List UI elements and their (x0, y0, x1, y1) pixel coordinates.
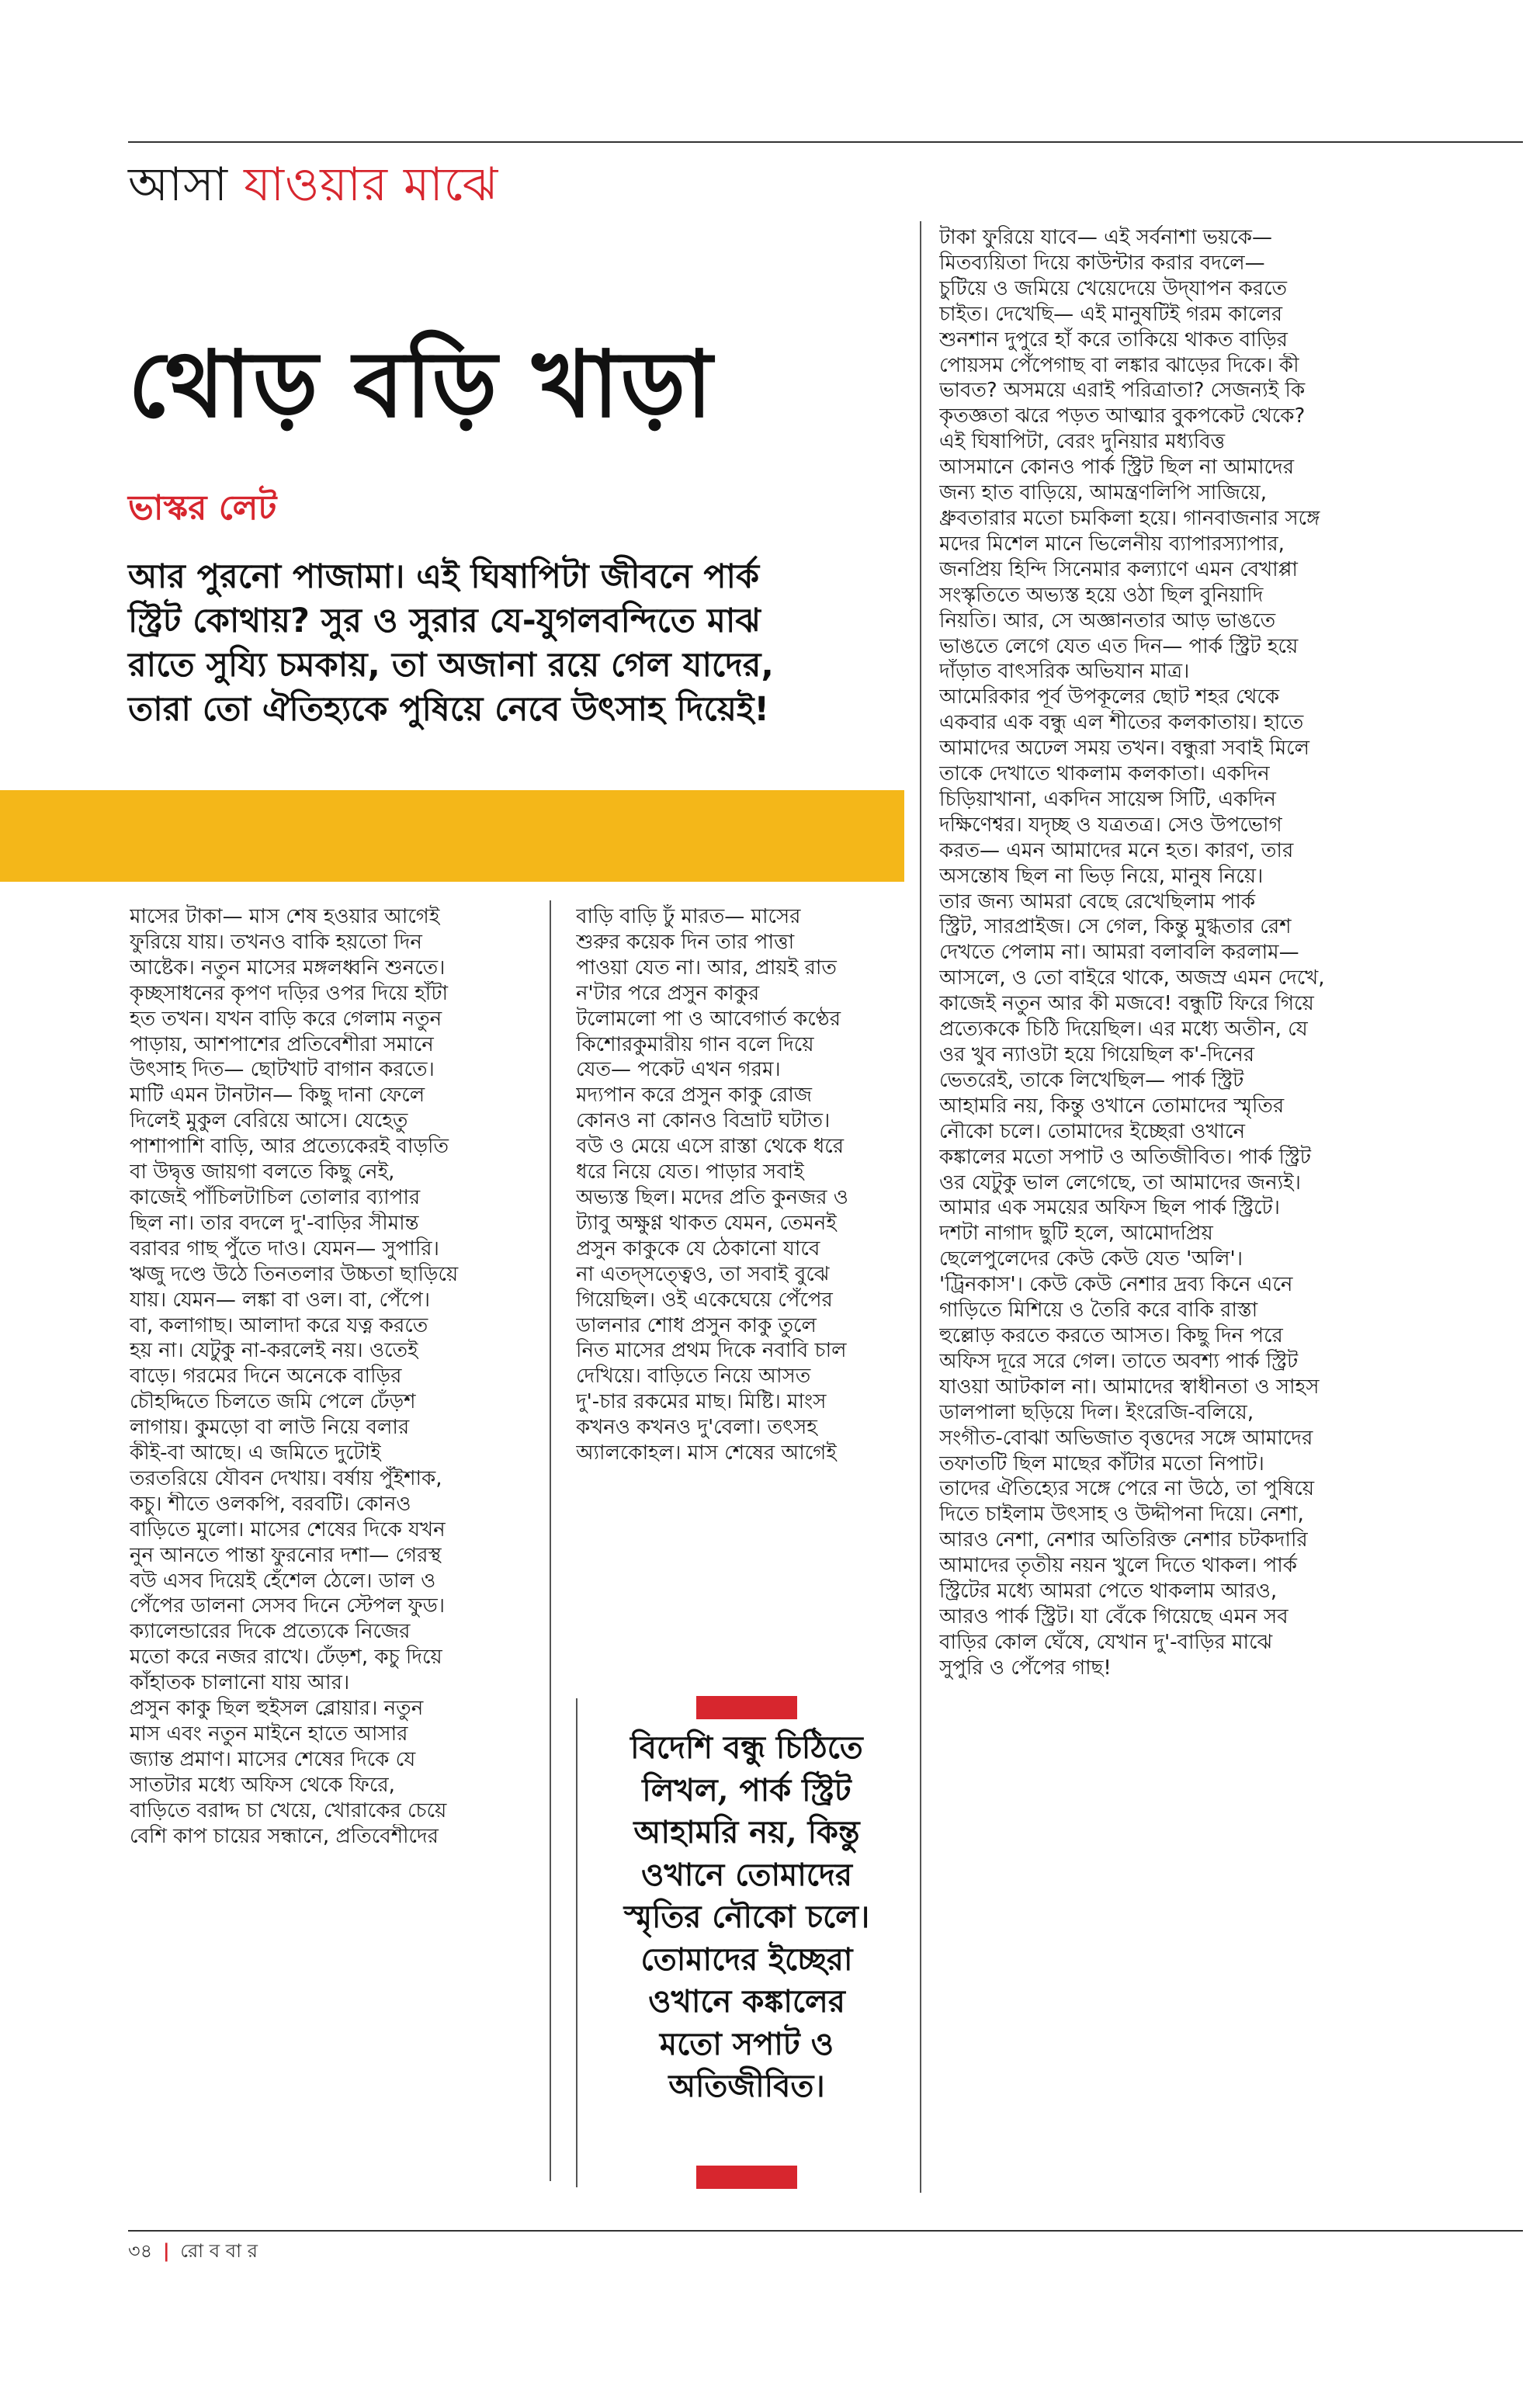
body-text-line: যায়। যেমন— লঙ্কা বা ওল। বা, পেঁপে। (130, 1288, 431, 1312)
column-divider (550, 900, 551, 2181)
top-rule (128, 141, 1523, 143)
body-text-line: বাড়িতে মুলো। মাসের শেষের দিকে যখন (130, 1517, 446, 1542)
body-text-line: আমার এক সময়ের অফিস ছিল পার্ক স্ট্রিটে। (939, 1196, 1280, 1220)
body-text-line: পোয়সম পেঁপেগাছ বা লঙ্কার ঝাড়ের দিকে। কী (939, 353, 1299, 377)
body-text-line: বাড়ির কোল ঘেঁষে, যেখান দু'-বাড়ির মাঝে (939, 1630, 1273, 1654)
body-text-line: বেশি কাপ চায়ের সন্ধানে, প্রতিবেশীদের (130, 1824, 439, 1848)
body-text-line: হয় না। যেটুকু না-করলেই নয়। ওতেই (130, 1339, 418, 1363)
standfirst-line: তারা তো ঐতিহ্যকে পুষিয়ে নেবে উৎসাহ দিয়েই! (128, 690, 769, 729)
body-text-line: কঙ্কালের মতো সপাট ও অতিজীবিত। পার্ক স্ট্রিট (939, 1145, 1311, 1169)
body-text-line: মদের মিশেল মানে ভিলেনীয় ব্যাপারস্যাপার, (939, 532, 1285, 556)
body-text-line: হত তখন। যখন বাড়ি করে গেলাম নতুন (130, 1007, 442, 1031)
pull-quote-line: ওখানে কঙ্কালের (648, 1983, 845, 2020)
bottom-rule (128, 2230, 1523, 2232)
body-text-line: ক্যালেন্ডারের দিকে প্রত্যেকে নিজের (130, 1620, 411, 1644)
pull-quote-line: স্মৃতির নৌকো চলে। (623, 1899, 870, 1935)
pull-quote-bottom-bar (696, 2166, 797, 2189)
body-text-line: কিশোরকুমারীয় গান বলে দিয়ে (576, 1032, 814, 1056)
body-text-line: ধরে নিয়ে যেত। পাড়ার সবাই (576, 1160, 804, 1184)
body-text-line: বউ ও মেয়ে এসে রাস্তা থেকে ধরে (576, 1135, 845, 1159)
pull-quote-line: মতো সপাট ও (659, 2025, 834, 2062)
body-text-line: ভেতরেই, তাকে লিখেছিল— পার্ক স্ট্রিট (939, 1068, 1244, 1092)
body-text-line: ন'টার পরে প্রসুন কাকুর (576, 981, 760, 1005)
body-text-line: ট্যাবু অক্ষুণ্ণ থাকত যেমন, তেমনই (576, 1211, 837, 1235)
body-text-line: ডালপালা ছড়িয়ে দিল। ইংরেজি-বলিয়ে, (939, 1400, 1254, 1424)
body-text-line: একবার এক বন্ধু এল শীতের কলকাতায়। হাতে (939, 711, 1304, 735)
body-text-line: চুটিয়ে ও জমিয়ে খেয়েদেয়ে উদ্‌যাপন করতে (939, 276, 1288, 300)
body-text-line: আহামরি নয়, কিন্তু ওখানে তোমাদের স্মৃতির (939, 1094, 1285, 1118)
body-text-line: আমাদের তৃতীয় নয়ন খুলে দিতে থাকল। পার্ক (939, 1554, 1297, 1578)
folio-separator: | (162, 2240, 170, 2262)
body-text-line: মিতব্যয়িতা দিয়ে কাউন্টার করার বদলে— (939, 251, 1265, 275)
body-text-line: কোনও না কোনও বিভ্রাট ঘটাত। (576, 1109, 831, 1133)
body-text-line: অফিস দূরে সরে গেল। তাতে অবশ্য পার্ক স্ট্রিট (939, 1349, 1299, 1373)
body-text-line: বাড়ে। গরমের দিনে অনেকে বাড়ির (130, 1365, 402, 1389)
standfirst-line: রাতে সুয্যি চমকায়, তা অজানা রয়ে গেল যাদের, (128, 646, 774, 685)
body-text-line: আসলে, ও তো বাইরে থাকে, অজস্র এমন দেখে, (939, 966, 1325, 990)
body-text-line: ওর যেটুকু ভাল লেগেছে, তা আমাদের জন্যই। (939, 1170, 1301, 1195)
body-text-line: তার জন্য আমরা বেছে রেখেছিলাম পার্ক (939, 890, 1256, 914)
rubric-part1: আসা (128, 158, 229, 212)
page-number: ৩৪ (128, 2240, 153, 2262)
pull-quote-line: অতিজীবিত। (668, 2068, 825, 2104)
body-text-line: নৌকো চলে। তোমাদের ইচ্ছেরা ওখানে (939, 1119, 1246, 1143)
body-text-line: আষ্টেক। নতুন মাসের মঙ্গলধ্বনি শুনতে। (130, 955, 446, 980)
standfirst-line: আর পুরনো পাজামা। এই ঘিষাপিটা জীবনে পার্ক (128, 557, 760, 596)
body-text-line: এই ঘিষাপিটা, বেরং দুনিয়ার মধ্যবিত্ত (939, 430, 1226, 454)
body-text-line: ছিল না। তার বদলে দু'-বাড়ির সীমান্ত (130, 1211, 419, 1235)
body-text-line: ফুরিয়ে যায়। তখনও বাকি হয়তো দিন (130, 930, 422, 954)
body-text-line: কাজেই পাঁচিলটাচিল তোলার ব্যাপার (130, 1185, 421, 1209)
pull-quote-line: লিখল, পার্ক স্ট্রিট (642, 1771, 852, 1809)
column-divider (920, 221, 921, 2193)
body-text-line: ওর খুব ন্যাওটা হয়ে গিয়েছিল ক'-দিনের (939, 1043, 1255, 1066)
pull-quote (584, 1727, 910, 2108)
body-text-line: যেত— পকেট এখন গরম। (576, 1058, 781, 1082)
body-text-line: মাসের টাকা— মাস শেষ হওয়ার আগেই (130, 905, 440, 928)
body-text-line: দেখতে পেলাম না। আমরা বলাবলি করলাম— (939, 941, 1299, 965)
body-text-line: জন্য হাত বাড়িয়ে, আমন্ত্রণলিপি সাজিয়ে, (939, 481, 1268, 505)
body-text-line: 'ট্রিনকাস'। কেউ কেউ নেশার দ্রব্য কিনে এনে (939, 1273, 1293, 1297)
article-column-3 (939, 225, 1382, 1681)
rubric-part2: যাওয়ার মাঝে (244, 158, 499, 212)
body-text-line: নিয়তি। আর, সে অজ্ঞানতার আড় ভাঙতে (939, 609, 1276, 633)
body-text-line: শুরুর কয়েক দিন তার পাত্তা (576, 930, 795, 954)
pull-quote-line: আহামরি নয়, কিন্তু (633, 1814, 860, 1850)
standfirst (128, 555, 912, 732)
body-text-line: অভ্যস্ত ছিল। মদের প্রতি কুনজর ও (576, 1185, 848, 1209)
body-text-line: মাস এবং নতুন মাইনে হাতে আসার (130, 1722, 408, 1746)
body-text-line: চৌহদ্দিতে চিলতে জমি পেলে ঢেঁড়শ (130, 1390, 416, 1414)
section-rubric (128, 154, 498, 216)
body-text-line: দেখিয়ে। বাড়িতে নিয়ে আসত (576, 1365, 811, 1389)
body-text-line: দু'-চার রকমের মাছ। মিষ্টি। মাংস (576, 1390, 827, 1414)
body-text-line: গিয়েছিল। ওই একেঘেয়ে পেঁপের (576, 1288, 833, 1312)
body-text-line: তরতরিয়ে যৌবন দেখায়। বর্ষায় পুঁইশাক, (130, 1466, 442, 1490)
body-text-line: শুনশান দুপুরে হাঁ করে তাকিয়ে থাকত বাড়ির (939, 328, 1288, 352)
body-text-line: আসমানে কোনও পার্ক স্ট্রিট ছিল না আমাদের (939, 456, 1295, 480)
body-text-line: প্রসুন কাকু ছিল হুইসল ব্লোয়ার। নতুন (130, 1697, 424, 1721)
body-text-line: প্রসুন কাকুকে যে ঠেকানো যাবে (576, 1236, 820, 1261)
body-text-line: অসন্তোষ ছিল না ভিড় নিয়ে, মানুষ নিয়ে। (939, 864, 1264, 888)
body-text-line: সুপুরি ও পেঁপের গাছ! (939, 1656, 1112, 1680)
body-text-line: ছেলেপুলেদের কেউ কেউ যেত 'অলি'। (939, 1247, 1243, 1271)
body-text-line: ডালনার শোধ প্রসুন কাকু তুলে (576, 1313, 817, 1337)
body-text-line: জনপ্রিয় হিন্দি সিনেমার কল্যাণে এমন বেখাপ্পা (939, 557, 1298, 581)
body-text-line: হুল্লোড় করতে করতে আসত। কিছু দিন পরে (939, 1323, 1283, 1347)
pull-quote-line: বিদেশি বন্ধু চিঠিতে (630, 1729, 863, 1766)
article-column-2 (576, 904, 917, 1466)
pull-quote-top-bar (696, 1696, 797, 1719)
body-text-line: তফাতটি ছিল মাছের কাঁটার মতো নিপাট। (939, 1451, 1264, 1476)
body-text-line: বউ এসব দিয়েই হেঁশেল ঠেলে। ডাল ও (130, 1569, 436, 1593)
body-text-line: পেঁপের ডালনা সেসব দিনে স্টেপল ফুড। (130, 1594, 446, 1618)
body-text-line: দশটা নাগাদ ছুটি হলে, আমোদপ্রিয় (939, 1222, 1213, 1246)
body-text-line: চাইত। দেখেছি— এই মানুষটিই গরম কালের (939, 302, 1283, 326)
magazine-name: রো ব বা র (180, 2240, 258, 2262)
body-text-line: ভাঙতে লেগে যেত এত দিন— পার্ক স্ট্রিট হয়ে (939, 634, 1299, 658)
body-text-line: আরও নেশা, নেশার অতিরিক্ত নেশার চটকদারি (939, 1528, 1308, 1552)
body-text-line: মতো করে নজর রাখে। ঢেঁড়শ, কচু দিয়ে (130, 1646, 442, 1670)
headline: থোড় বড়ি খাড়া (128, 330, 714, 438)
body-text-line: কৃতজ্ঞতা ঝরে পড়ত আত্মার বুকপকেট থেকে? (939, 404, 1306, 428)
article-column-1 (130, 904, 518, 1850)
body-text-line: কখনও কখনও দু'বেলা। তৎসহ (576, 1416, 817, 1440)
body-text-line: বরাবর গাছ পুঁতে দাও। যেমন— সুপারি। (130, 1236, 439, 1261)
body-text-line: তাকে দেখাতে থাকলাম কলকাতা। একদিন (939, 762, 1270, 786)
body-text-line: আমাদের অঢেল সময় তখন। বন্ধুরা সবাই মিলে (939, 737, 1309, 761)
body-text-line: লাগায়। কুমড়ো বা লাউ নিয়ে বলার (130, 1416, 410, 1440)
body-text-line: উৎসাহ দিত— ছোটখাট বাগান করতে। (130, 1058, 435, 1082)
body-text-line: মদ্যপান করে প্রসুন কাকু রোজ (576, 1084, 813, 1108)
body-text-line: নিত মাসের প্রথম দিকে নবাবি চাল (576, 1339, 847, 1363)
body-text-line: বাড়ি বাড়ি ঢুঁ মারত— মাসের (576, 905, 801, 928)
body-text-line: পাশাপাশি বাড়ি, আর প্রত্যেকেরই বাড়তি (130, 1135, 449, 1159)
pull-quote-line: তোমাদের ইচ্ছেরা (640, 1940, 853, 1978)
body-text-line: পাওয়া যেত না। আর, প্রায়ই রাত (576, 955, 837, 980)
body-text-line: দক্ষিণেশ্বর। যদৃচ্ছ ও যত্রতত্র। সেও উপভোগ (939, 813, 1282, 837)
body-text-line: সংগীত-বোঝা অভিজাত বৃত্তদের সঙ্গে আমাদের (939, 1426, 1313, 1450)
body-text-line: বা, কলাগাছ। আলাদা করে যত্ন করতে (130, 1313, 428, 1337)
body-text-line: সাতটার মধ্যে অফিস থেকে ফিরে, (130, 1773, 395, 1797)
yellow-accent-band (0, 790, 904, 882)
body-text-line: কাজেই নতুন আর কী মজবে! বন্ধুটি ফিরে গিয়ে (939, 992, 1314, 1016)
body-text-line: বা উদ্বৃত্ত জায়গা বলতে কিছু নেই, (130, 1160, 395, 1184)
body-text-line: প্রত্যেককে চিঠি দিয়েছিল। এর মধ্যে অতীন, যে (939, 1018, 1308, 1042)
body-text-line: গাড়িতে মিশিয়ে ও তৈরি করে বাকি রাস্তা (939, 1299, 1258, 1323)
body-text-line: সংস্কৃতিতে অভ্যস্ত হয়ে ওঠা ছিল বুনিয়াদি (939, 583, 1264, 607)
body-text-line: দিতে চাইলাম উৎসাহ ও উদ্দীপনা দিয়ে। নেশা, (939, 1503, 1304, 1527)
body-text-line: চিড়িয়াখানা, একদিন সায়েন্স সিটি, একদিন (939, 787, 1276, 811)
page-folio (128, 2237, 258, 2265)
body-text-line: না এতদ্‌সত্ত্বেও, তা সবাই বুঝে (576, 1262, 830, 1286)
standfirst-line: স্ট্রিট কোথায়? সুর ও সুরার যে-যুগলবন্দিতে মাঝ (128, 602, 761, 640)
body-text-line: স্ট্রিট, সারপ্রাইজ। সে গেল, কিন্তু মুগ্ধতার রেশ (939, 915, 1292, 939)
pull-quote-line: ওখানে তোমাদের (641, 1856, 852, 1893)
body-text-line: তাদের ঐতিহ্যের সঙ্গে পেরে না উঠে, তা পুষিয়ে (939, 1477, 1315, 1501)
body-text-line: আরও পার্ক স্ট্রিট। যা বেঁকে গিয়েছে এমন সব (939, 1604, 1289, 1628)
body-text-line: পাড়ায়, আশপাশের প্রতিবেশীরা সমানে (130, 1032, 434, 1056)
body-text-line: স্ট্রিটের মধ্যে আমরা পেতে থাকলাম আরও, (939, 1580, 1278, 1604)
body-text-line: কীই-বা আছে। এ জমিতে দুটোই (130, 1441, 381, 1465)
body-text-line: টলোমলো পা ও আবেগার্ত কণ্ঠের (576, 1007, 841, 1031)
pull-quote-rule (576, 1698, 578, 2187)
byline: ভাস্কর লেট (128, 488, 277, 528)
body-text-line: দিলেই মুকুল বেরিয়ে আসে। যেহেতু (130, 1109, 408, 1133)
body-text-line: করত— এমন আমাদের মনে হত। কারণ, তার (939, 838, 1294, 862)
body-text-line: বাড়িতে বরাদ্দ চা খেয়ে, খোরাকের চেয়ে (130, 1798, 447, 1822)
body-text-line: যাওয়া আটকাল না। আমাদের স্বাধীনতা ও সাহস (939, 1375, 1320, 1399)
body-text-line: ধ্রুবতারার মতো চমকিলা হয়ে। গানবাজনার সঙ্গে (939, 506, 1320, 530)
body-text-line: নুন আনতে পান্তা ফুরনোর দশা— গেরস্থ (130, 1543, 442, 1567)
body-text-line: দাঁড়াত বাৎসরিক অভিযান মাত্র। (939, 660, 1190, 684)
body-text-line: অ্যালকোহল। মাস শেষের আগেই (576, 1441, 837, 1465)
body-text-line: কচু। শীতে ওলকপি, বরবটি। কোনও (130, 1492, 411, 1516)
body-text-line: ভাবত? অসময়ে এরাই পরিত্রাতা? সেজন্যই কি (939, 379, 1306, 403)
body-text-line: কৃচ্ছসাধনের কৃপণ দড়ির ওপর দিয়ে হাঁটা (130, 981, 449, 1005)
body-text-line: টাকা ফুরিয়ে যাবে— এই সর্বনাশা ভয়কে— (939, 226, 1272, 249)
body-text-line: মাটি এমন টানটান— কিছু দানা ফেলে (130, 1084, 425, 1108)
body-text-line: জ্যান্ত প্রমাণ। মাসের শেষের দিকে যে (130, 1747, 416, 1771)
body-text-line: আমেরিকার পূর্ব উপকূলের ছোট শহর থেকে (939, 685, 1280, 709)
body-text-line: কাঁহাতক চালানো যায় আর। (130, 1671, 350, 1695)
body-text-line: ঋজু দণ্ডে উঠে তিনতলার উচ্চতা ছাড়িয়ে (130, 1262, 459, 1286)
